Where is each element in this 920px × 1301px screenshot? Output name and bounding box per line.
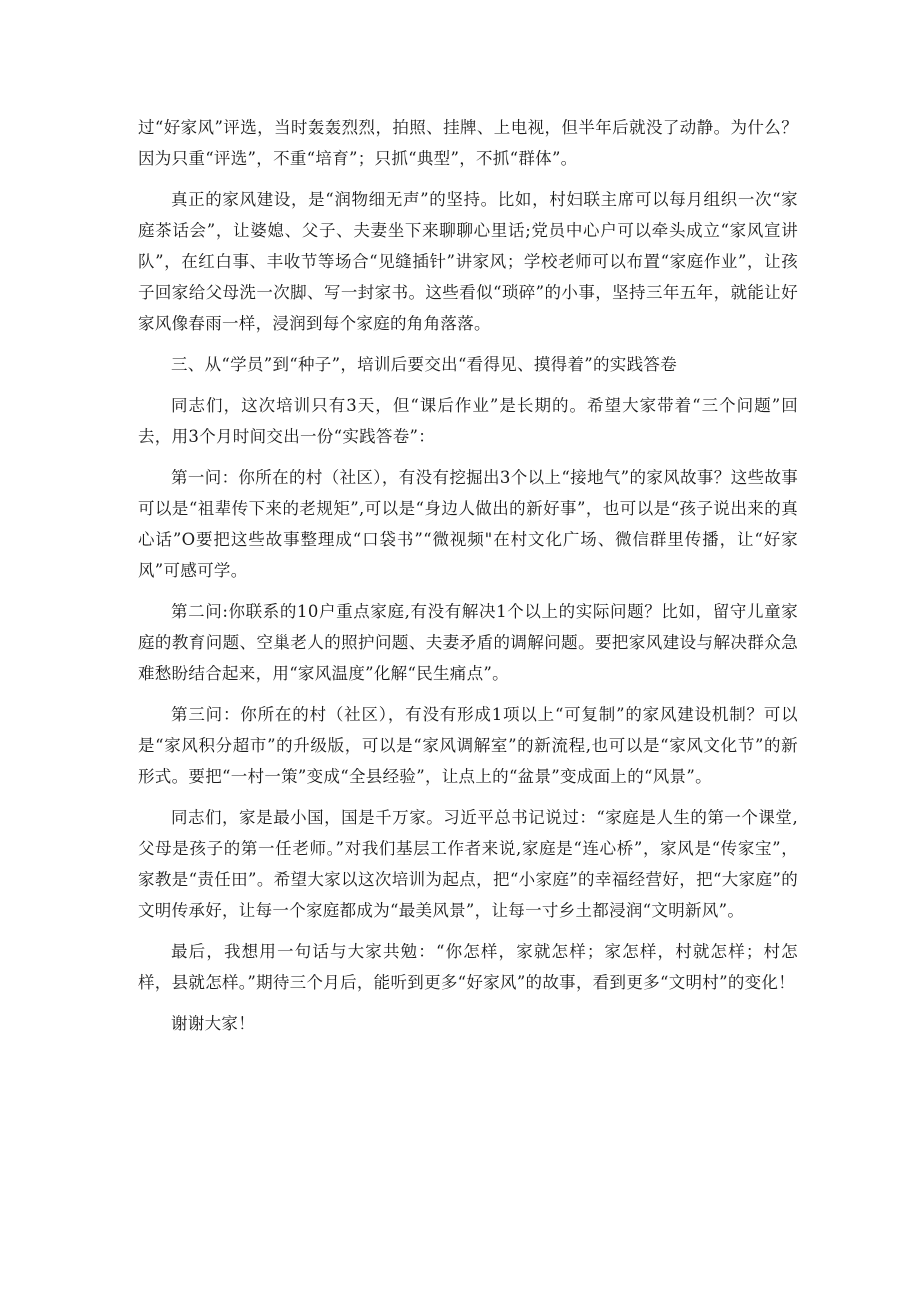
paragraph-homework-intro: 同志们，这次培训只有3天，但“课后作业”是长期的。希望大家带着“三个问题”回去，用3个月时间交出一份“实践答卷”： [138, 396, 798, 446]
document-body [138, 112, 798, 1049]
paragraph-continuation: 过“好家风”评选，当时轰轰烈烈，拍照、挂牌、上电视，但半年后就没了动静。为什么？因为只重“评选”，不重“培育”；只抓“典型”，不抓“群体”。 [138, 118, 798, 168]
paragraph-question-three: 第三问：你所在的村（社区），有没有形成1项以上“可复制”的家风建设机制？可以是“家风积分超市”的升级版，可以是“家风调解室”的新流程,也可以是“家风文化节”的新形式。要把“一村一策”变成“全县经验”，让点上的“盆景”变成面上的“风景”。 [138, 705, 798, 786]
paragraph-question-two: 第二问:你联系的10户重点家庭,有没有解决1个以上的实际问题？比如，留守儿童家庭的教育问题、空巢老人的照护问题、夫妻矛盾的调解问题。要把家风建设与解决群众急难愁盼结合起来，用“家风温度”化解“民生痛点”。 [138, 602, 798, 683]
paragraph-final-motto: 最后，我想用一句话与大家共勉：“你怎样，家就怎样；家怎样，村就怎样；村怎样，县就怎样。”期待三个月后，能听到更多“好家风”的故事，看到更多“文明村”的变化！ [138, 942, 798, 992]
paragraph-thanks: 谢谢大家！ [171, 1014, 255, 1033]
section-heading-three: 三、从“学员”到“种子”，培训后要交出“看得见、摸得着”的实践答卷 [171, 355, 678, 374]
paragraph-question-one: 第一问：你所在的村（社区），有没有挖掘出3个以上“接地气”的家风故事？这些故事可以是“祖辈传下来的老规矩”,可以是“身边人做出的新好事”，也可以是“孩子说出来的真心话”O要把这些故事整理成“口袋书”“微视频"在村文化广场、微信群里传播，让“好家风”可感可学。 [138, 468, 798, 580]
paragraph-family-culture-building: 真正的家风建设，是“润物细无声”的坚持。比如，村妇联主席可以每月组织一次“家庭茶话会”，让婆媳、父子、夫妻坐下来聊聊心里话;党员中心户可以牵头成立“家风宣讲队”，在红白事、丰收节等场合“见缝插针”讲家风；学校老师可以布置“家庭作业”，让孩子回家给父母洗一次脚、写一封家书。这些看似“琐碎”的小事，坚持三年五年，就能让好家风像春雨一样，浸润到每个家庭的角角落落。 [138, 190, 798, 333]
paragraph-closing-remarks: 同志们，家是最小国，国是千万家。习近平总书记说过：“家庭是人生的第一个课堂,父母是孩子的第一任老师。”对我们基层工作者来说,家庭是“连心桥”，家风是“传家宝”，家教是“责任田”。希望大家以这次培训为起点，把“小家庭”的幸福经营好，把“大家庭”的文明传承好，让每一个家庭都成为“最美风景”，让每一寸乡土都浸润“文明新风”。 [138, 808, 798, 920]
